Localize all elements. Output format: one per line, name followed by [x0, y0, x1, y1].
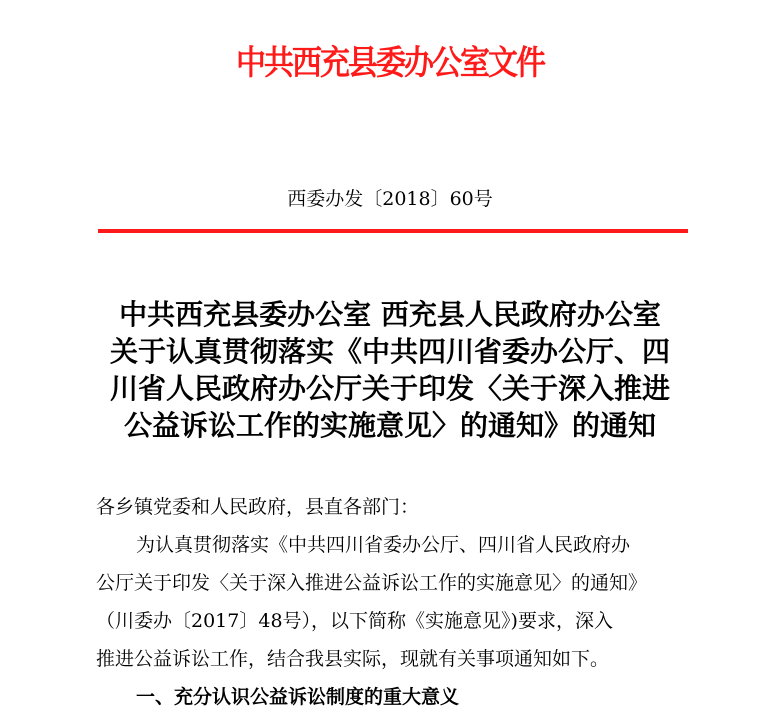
paragraph-line: 推进公益诉讼工作，结合我县实际，现就有关事项通知如下。 [96, 648, 610, 670]
paragraph-line: 公厅关于印发〈关于深入推进公益诉讼工作的实施意见〉的通知》 [96, 572, 648, 594]
title-line: 公益诉讼工作的实施意见〉的通知》的通知 [123, 409, 656, 442]
document-number: 西委办发〔2018〕60号 [287, 188, 493, 210]
issuer-masthead-text: 中共西充县委办公室文件 [236, 43, 544, 84]
document-title [90, 296, 690, 444]
issuer-masthead-title [0, 8, 780, 120]
title-line: 中共西充县委办公室 西充县人民政府办公室 [119, 298, 661, 331]
paragraph-line: 为认真贯彻落实《中共四川省委办公厅、四川省人民政府办 [136, 534, 631, 556]
salutation: 各乡镇党委和人民政府，县直各部门： [96, 496, 420, 518]
paragraph-line: （川委办〔2017〕48号），以下简称《实施意见》)要求，深入 [96, 610, 613, 632]
red-divider-rule [98, 229, 688, 233]
title-line: 川省人民政府办公厅关于印发〈关于深入推进 [109, 372, 670, 405]
section-heading: 一、充分认识公益诉讼制度的重大意义 [136, 686, 460, 708]
title-line: 关于认真贯彻落实《中共四川省委办公厅、四 [109, 335, 670, 368]
document-body [96, 488, 696, 716]
